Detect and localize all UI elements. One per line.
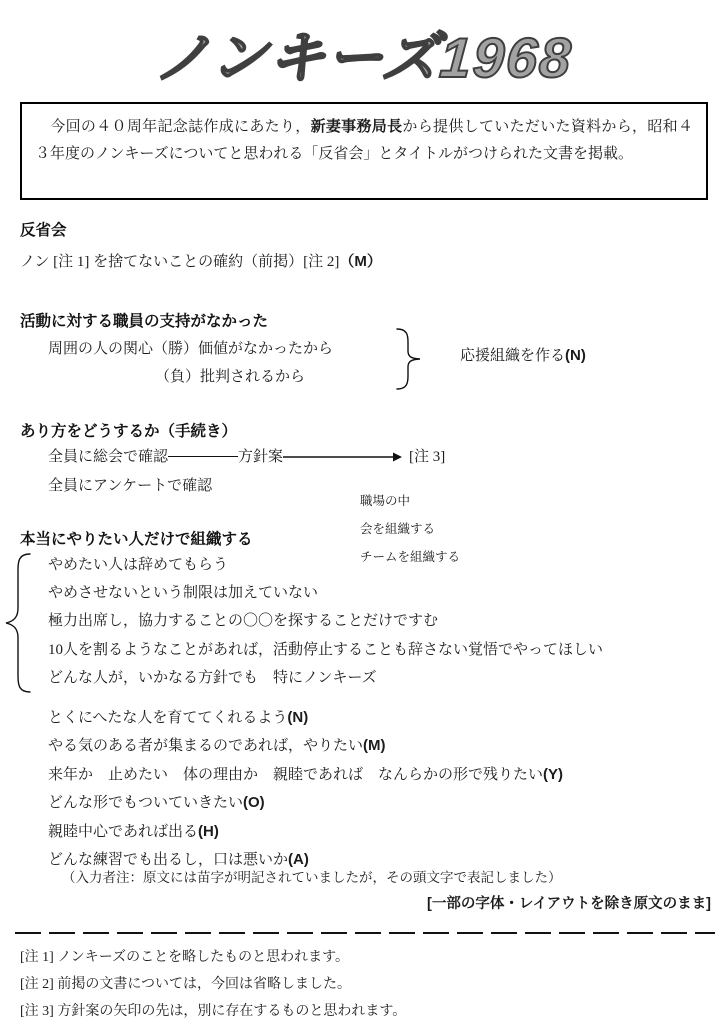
section-heading-shiji: 活動に対する職員の支持がなかった [20,313,269,330]
opinion-code: (Y) [543,765,564,783]
soshiki-item: やめさせないという制限は加えていない [48,585,319,602]
intro-box [20,102,708,200]
opinion-text: どんな練習でも出るし，口は悪いか [48,852,289,869]
opinion-list [48,704,563,874]
arrow-line-icon [283,451,403,463]
side-note-item: 職場の中 [360,494,411,508]
opinion-code: (H) [198,822,219,840]
soshiki-item-list [48,551,603,692]
footnote-separator [15,932,715,934]
soshiki-item: 10人を割るようなことがあれば，活動停止することも辞さない覚悟でやってほしい [48,641,604,658]
soshiki-item: 極力出席し，協力することの〇〇を探することだけですむ [48,613,439,630]
side-note-item: チームを組織する [360,550,461,564]
opinion-text: やる気のある者が集まるのであれば，やりたい [48,738,364,755]
opinion-code: (N) [287,709,309,726]
hanseikai-line-text: ノン [注 1] を捨てないことの確約（前掲）[注 2] [20,254,340,270]
intro-text-after: から提供していただいた資料から，昭和４３年度のノンキーズについてと思われる「反省会」とタイトルがつけられた文書を掲載。 [35,119,693,162]
opinion-text: 来年か 止めたい 体の理由か 親睦であれば なんらかの形で残りたい [48,766,544,783]
opinion-line [48,732,563,760]
original-note: [一部の字体・レイアウトを除き原文のまま] [427,896,711,912]
hanseikai-line [20,250,382,271]
soshiki-item: やめたい人は辞めてもらう [48,557,229,573]
shiji-line1: 周囲の人の関心（勝）価値がなかったから [48,341,334,357]
opinion-code: (O) [243,794,265,812]
shiji-brace-note-code: (N) [565,347,586,364]
left-brace [3,551,33,695]
flow-mid-text: 方針案 [238,449,284,465]
opinion-text: どんな形でもついていきたい [48,795,244,812]
section-heading-hanseikai: 反省会 [20,222,67,239]
soshiki-item: どんな人が，いかなる方針でも 特にノンキーズ [48,669,377,686]
opinion-line [48,789,563,817]
page-title: ノンキーズ1968 [152,26,575,89]
opinion-code: (A) [288,851,309,869]
flow-diagram [48,445,445,466]
footnote-list [20,944,406,1026]
intro-text-before: 今回の４０周年記念誌作成にあたり， [35,119,311,135]
shiji-line2: （負）批判されるから [155,369,306,385]
flow-start-text: 全員に総会で確認 [48,449,169,465]
flow-end-text: [注 3] [409,449,446,465]
footnote-line: [注 1] ノンキーズのことを略したものと思われます。 [20,950,349,965]
flow-connector-line [168,456,238,457]
side-note-item: 会を組織する [360,522,436,536]
hanseikai-line-code: （M） [339,253,382,270]
footnote-line: [注 2] 前掲の文書については，今回は省略しました。 [20,977,352,993]
right-brace [394,326,426,392]
footnote-line: [注 3] 方針案の矢印の先は，別に存在するものと思われます。 [20,1004,407,1020]
section-heading-soshiki: 本当にやりたい人だけで組織する [20,531,253,548]
arikata-line2: 全員にアンケートで確認 [48,478,213,494]
typist-note: （入力者注：原文には苗字が明記されていましたが，その頭文字で表記しました） [62,870,562,885]
opinion-text: とくにへたな人を育ててくれるよう [48,710,288,726]
opinion-text: 親睦中心であれば出る [48,823,199,840]
opinion-code: (M) [363,737,386,755]
opinion-line [48,761,563,789]
opinion-line [48,704,563,732]
intro-paragraph [35,113,693,168]
shiji-brace-note-text: 応援組織を作る [460,348,566,364]
intro-text-bold: 新妻事務局長 [310,118,403,135]
shiji-brace-note [460,344,586,365]
opinion-line [48,818,563,846]
section-heading-arikata: あり方をどうするか（手続き） [20,423,238,440]
